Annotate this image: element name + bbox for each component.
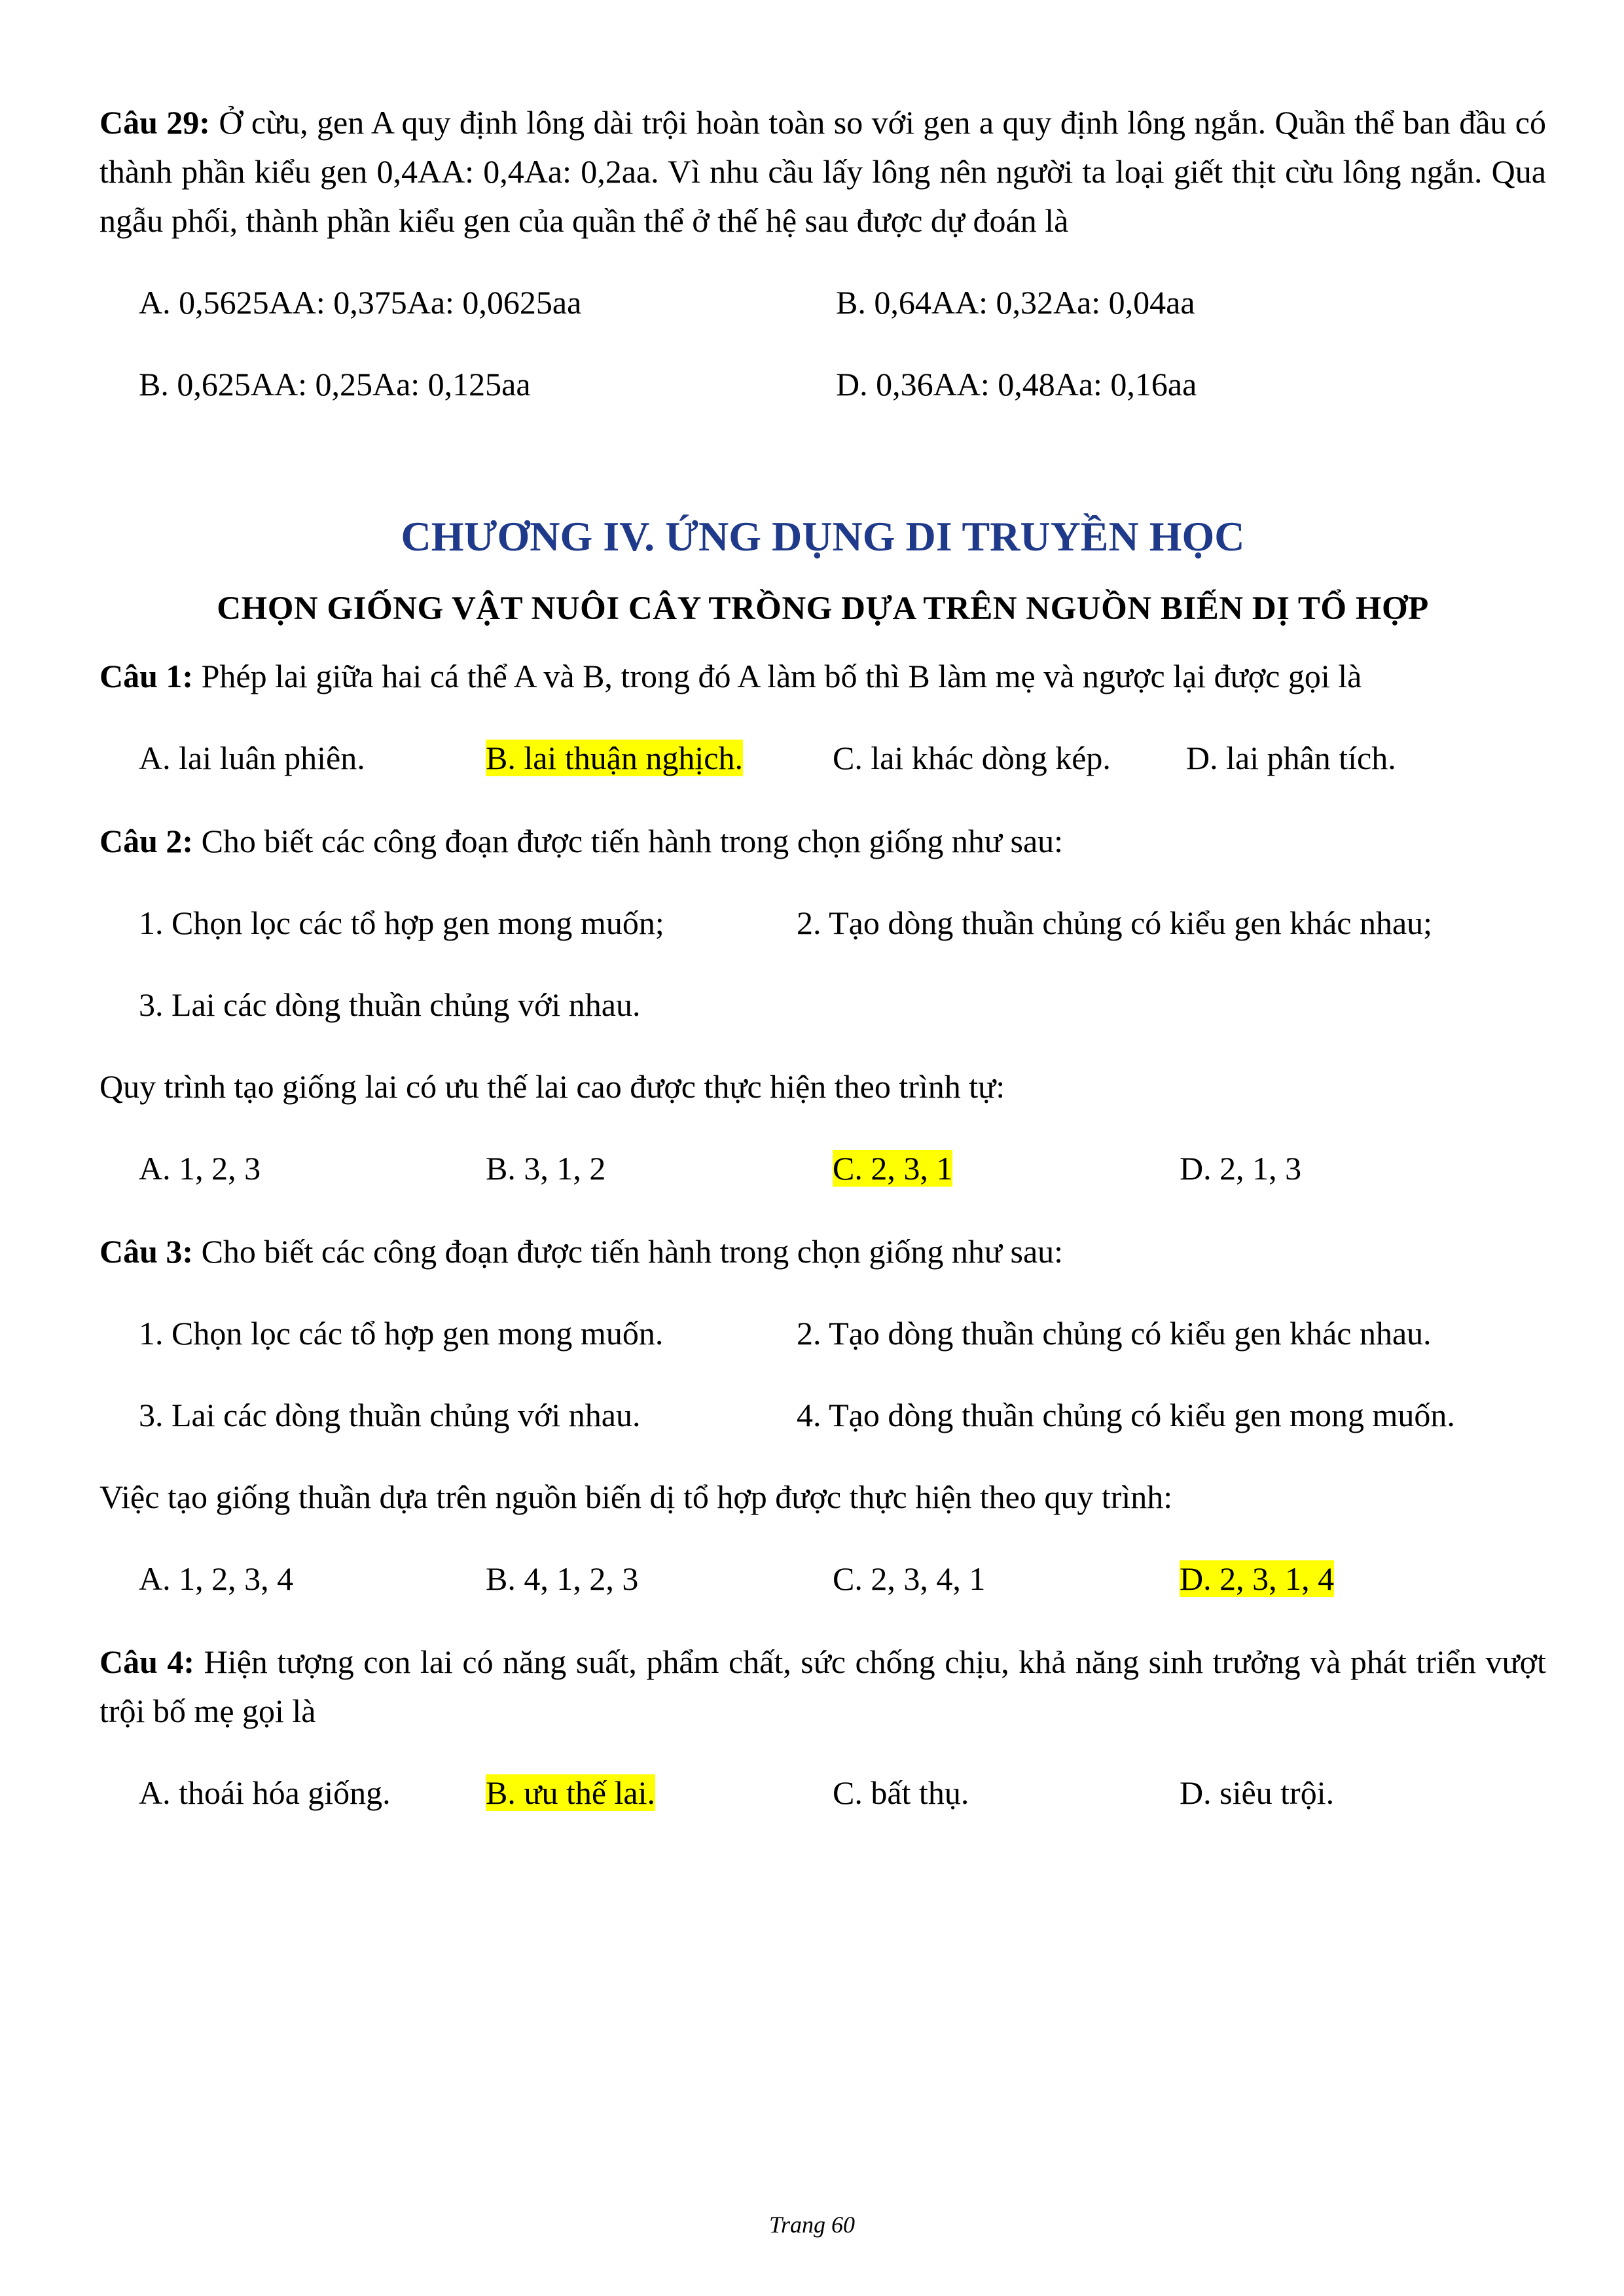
answer-options xyxy=(99,1768,1546,1818)
answer-options xyxy=(99,278,1546,327)
question-prompt: Việc tạo giống thuần dựa trên nguồn biến dị tổ hợp được thực hiện theo quy trình: xyxy=(99,1479,1173,1515)
question-4 xyxy=(99,1638,1546,1818)
question-29 xyxy=(99,98,1546,409)
option-b[interactable]: B. 0,64AA: 0,32Aa: 0,04aa xyxy=(836,284,1195,321)
question-text: Hiện tượng con lai có năng suất, phẩm chất, sức chống chịu, khả năng sinh trưởng và phát triển vượt trội bố mẹ gọi là xyxy=(99,1643,1546,1729)
question-stem xyxy=(99,652,1546,701)
question-prompt: Quy trình tạo giống lai có ưu thế lai cao được thực hiện theo trình tự: xyxy=(99,1068,1005,1105)
option-b[interactable]: B. 4, 1, 2, 3 xyxy=(486,1560,639,1597)
question-3 xyxy=(99,1227,1546,1604)
step-item: 3. Lai các dòng thuần chủng với nhau. xyxy=(139,986,641,1023)
option-b2[interactable]: B. 0,625AA: 0,25Aa: 0,125aa xyxy=(139,366,531,403)
option-b[interactable]: B. 3, 1, 2 xyxy=(486,1150,606,1187)
question-stem xyxy=(99,817,1546,866)
option-c[interactable]: C. 2, 3, 4, 1 xyxy=(833,1560,986,1597)
step-item: 2. Tạo dòng thuần chủng có kiểu gen khác nhau. xyxy=(797,1315,1432,1352)
step-list xyxy=(99,1391,1546,1440)
question-label: Câu 4: xyxy=(99,1643,195,1680)
question-stem xyxy=(99,1227,1546,1276)
highlighted-answer: D. 2, 3, 1, 4 xyxy=(1180,1560,1335,1597)
question-text: Phép lai giữa hai cá thể A và B, trong đó A làm bố thì B làm mẹ và ngược lại được gọi là xyxy=(193,658,1362,694)
section-title: CHỌN GIỐNG VẬT NUÔI CÂY TRỒNG DỰA TRÊN NGUỒN BIẾN DỊ TỔ HỢP xyxy=(217,590,1429,627)
option-a[interactable]: A. lai luân phiên. xyxy=(139,740,365,776)
question-label: Câu 2: xyxy=(99,823,194,859)
highlighted-answer: B. lai thuận nghịch. xyxy=(486,740,743,776)
question-text: Cho biết các công đoạn được tiến hành trong chọn giống như sau: xyxy=(193,823,1064,859)
answer-options xyxy=(99,360,1546,409)
option-a[interactable]: A. 1, 2, 3, 4 xyxy=(139,1560,294,1597)
question-label: Câu 1: xyxy=(99,658,194,694)
question-1 xyxy=(99,652,1546,783)
option-a[interactable]: A. 0,5625AA: 0,375Aa: 0,0625aa xyxy=(139,284,582,321)
step-item: 2. Tạo dòng thuần chủng có kiểu gen khác nhau; xyxy=(797,905,1433,941)
option-d[interactable]: D. siêu trội. xyxy=(1180,1774,1335,1811)
question-text: Ở cừu, gen A quy định lông dài trội hoàn toàn so với gen a quy định lông ngắn. Quần thể ban đầu có thành phần kiểu gen 0,4AA: 0,4Aa: 0,2aa. Vì nhu cầu lấy lông nên người ta loại giết thịt cừu lông ngắn. Qua ngẫu phối, thành phần kiểu gen của quần thể ở thế hệ sau được dự đoán là xyxy=(99,104,1546,239)
step-list xyxy=(99,980,1546,1030)
option-d[interactable]: D. lai phân tích. xyxy=(1186,740,1396,776)
option-c[interactable]: C. lai khác dòng kép. xyxy=(833,740,1111,776)
option-d[interactable]: D. 0,36AA: 0,48Aa: 0,16aa xyxy=(836,366,1197,403)
question-label: Câu 29: xyxy=(99,104,210,141)
step-item: 4. Tạo dòng thuần chủng có kiểu gen mong muốn. xyxy=(797,1397,1455,1433)
option-b-correct[interactable] xyxy=(486,734,833,783)
question-text: Cho biết các công đoạn được tiến hành trong chọn giống như sau: xyxy=(193,1233,1064,1270)
question-stem xyxy=(99,1638,1546,1736)
option-c-correct[interactable] xyxy=(833,1144,1180,1193)
question-2 xyxy=(99,817,1546,1193)
answer-options xyxy=(99,1144,1546,1193)
option-c[interactable]: C. bất thụ. xyxy=(833,1774,969,1811)
answer-options xyxy=(99,1554,1546,1604)
option-a[interactable]: A. thoái hóa giống. xyxy=(139,1774,391,1811)
chapter-title: CHƯƠNG IV. ỨNG DỤNG DI TRUYỀN HỌC xyxy=(401,513,1245,560)
step-item: 1. Chọn lọc các tổ hợp gen mong muốn; xyxy=(139,905,664,941)
option-d[interactable]: D. 2, 1, 3 xyxy=(1180,1150,1302,1187)
option-a[interactable]: A. 1, 2, 3 xyxy=(139,1150,261,1187)
page-content xyxy=(99,98,1546,1818)
answer-options xyxy=(99,734,1546,783)
step-item: 3. Lai các dòng thuần chủng với nhau. xyxy=(139,1397,641,1433)
step-list xyxy=(99,1309,1546,1358)
step-list xyxy=(99,899,1546,948)
step-item: 1. Chọn lọc các tổ hợp gen mong muốn. xyxy=(139,1315,664,1352)
option-b-correct[interactable] xyxy=(486,1768,833,1818)
question-label: Câu 3: xyxy=(99,1233,194,1270)
question-stem xyxy=(99,98,1546,245)
option-d-correct[interactable] xyxy=(1180,1554,1526,1604)
page-number: Trang 60 xyxy=(768,2212,856,2238)
highlighted-answer: C. 2, 3, 1 xyxy=(833,1150,953,1187)
highlighted-answer: B. ưu thế lai. xyxy=(486,1774,656,1811)
